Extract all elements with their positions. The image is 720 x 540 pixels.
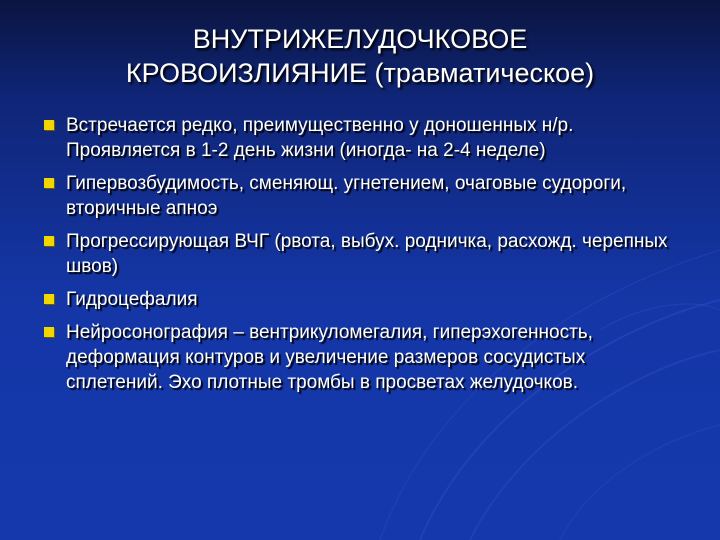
bullet-item bbox=[44, 287, 684, 312]
square-bullet-icon bbox=[44, 294, 54, 304]
bullet-text: Гипервозбудимость, сменяющ. угнетением, очаговые судороги, вторичные апноэ bbox=[66, 173, 627, 219]
square-bullet-icon bbox=[44, 327, 54, 337]
square-bullet-icon bbox=[44, 236, 54, 246]
bullet-text: Гидроцефалия bbox=[66, 289, 198, 310]
title-line-2: КРОВОИЗЛИЯНИЕ (травматическое) bbox=[125, 58, 595, 88]
title-line-1: ВНУТРИЖЕЛУДОЧКОВОЕ bbox=[192, 24, 528, 54]
square-bullet-icon bbox=[44, 178, 54, 188]
bullet-item bbox=[44, 171, 684, 221]
bullet-text: Нейросонография – вентрикуломегалия, гиперэхогенность, деформация контуров и увеличение размеров сосудистых сплетений. Эхо плотные тромбы в просветах желудочков. bbox=[66, 322, 593, 393]
bullet-item bbox=[44, 320, 684, 395]
bullet-item bbox=[44, 113, 684, 163]
square-bullet-icon bbox=[44, 120, 54, 130]
bullet-text: Встречается редко, преимущественно у доношенных н/р. Проявляется в 1-2 день жизни (иногда- на 2-4 неделе) bbox=[66, 115, 574, 161]
bullet-list bbox=[44, 113, 684, 403]
bullet-item bbox=[44, 229, 684, 279]
bullet-text: Прогрессирующая ВЧГ (рвота, выбух. родничка, расхожд. черепных швов) bbox=[66, 231, 668, 277]
slide-title bbox=[40, 22, 680, 90]
